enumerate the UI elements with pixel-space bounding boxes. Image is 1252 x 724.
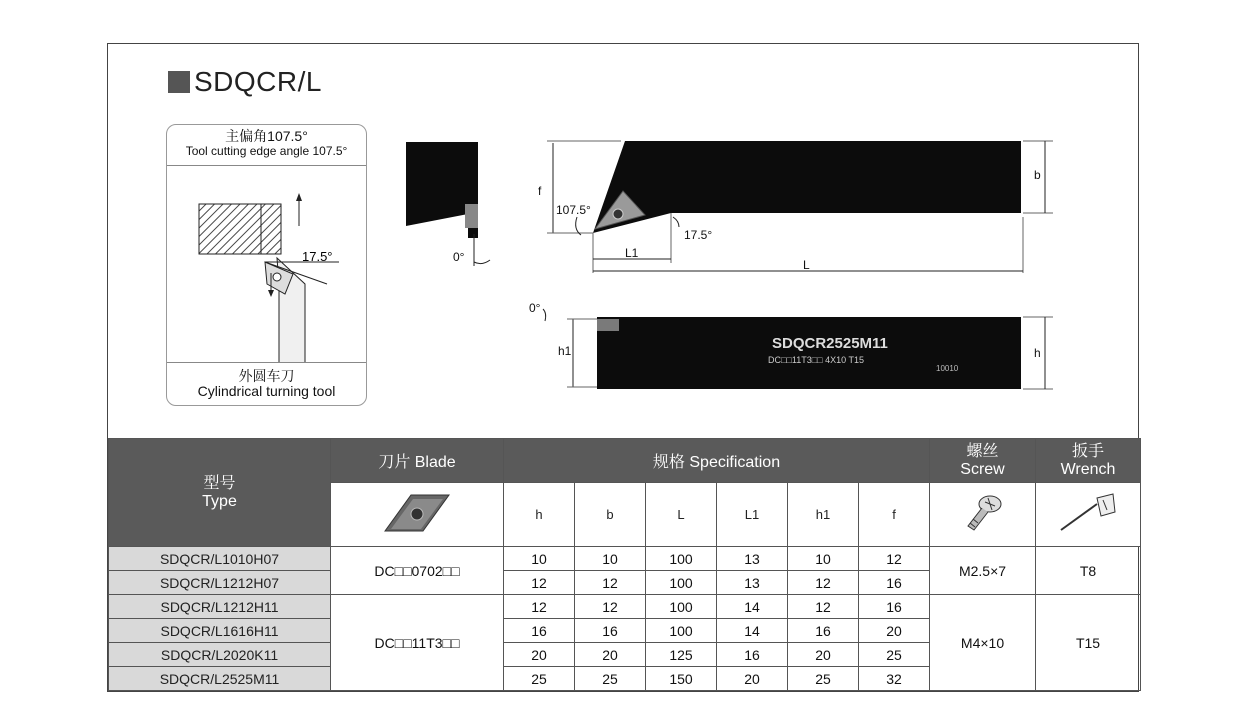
angle-label: 17.5° (302, 249, 333, 264)
wrench-header-en: Wrench (1060, 460, 1116, 478)
tool-type-en: Cylindrical turning tool (197, 383, 336, 399)
value-cell: 100 (646, 595, 717, 619)
table-row (109, 595, 1141, 619)
spec-header: 规格 Specification (504, 439, 930, 483)
value-cell: 16 (717, 643, 788, 667)
angle-caption-cn: 主偏角107.5° (225, 128, 308, 144)
wrench-cell: T15 (1036, 595, 1141, 691)
value-cell: 100 (646, 619, 717, 643)
shank-code: 10010 (936, 364, 959, 373)
shank-marking: SDQCR2525M11 (772, 335, 888, 352)
page-title: SDQCR/L (194, 66, 322, 97)
type-header (109, 439, 331, 547)
type-header-en: Type (202, 492, 237, 510)
insert-image-cell (331, 483, 504, 547)
value-cell: 12 (575, 595, 646, 619)
type-cell: SDQCR/L2020K11 (109, 643, 331, 667)
value-cell: 100 (646, 571, 717, 595)
col-h-header: h (504, 483, 575, 547)
value-cell: 16 (859, 595, 930, 619)
value-cell: 32 (859, 667, 930, 691)
angle-caption (167, 129, 366, 159)
value-cell: 16 (575, 619, 646, 643)
value-cell: 20 (504, 643, 575, 667)
card-divider (167, 362, 366, 363)
dim-f-label: f (538, 184, 542, 198)
wrench-header-cn: 扳手 (1072, 442, 1105, 460)
value-cell: 12 (788, 571, 859, 595)
wrench-cell: T8 (1036, 547, 1141, 595)
type-header-cn: 型号 (203, 474, 236, 492)
blade-cell: DC□□0702□□ (331, 547, 504, 595)
value-cell: 16 (859, 571, 930, 595)
screw-icon (960, 490, 1006, 536)
value-cell: 12 (788, 595, 859, 619)
value-cell: 125 (646, 643, 717, 667)
col-b-header: b (575, 483, 646, 547)
blade-cell: DC□□11T3□□ (331, 595, 504, 691)
dim-b-label: b (1034, 168, 1041, 182)
tool-type-caption (167, 369, 366, 399)
screw-cell: M2.5×7 (930, 547, 1036, 595)
title-marker (168, 71, 190, 93)
wrench-image-cell (1036, 483, 1141, 547)
value-cell: 16 (504, 619, 575, 643)
screw-image-cell (930, 483, 1036, 547)
angle-diagram (167, 166, 366, 362)
value-cell: 20 (859, 619, 930, 643)
table-row (109, 547, 1141, 571)
value-cell: 16 (788, 619, 859, 643)
screw-header (930, 439, 1036, 483)
dim-l-label: L (803, 258, 810, 272)
header-row (109, 439, 1141, 483)
shank-sub-marking: DC□□11T3□□ 4X10 T15 (768, 355, 864, 365)
value-cell: 14 (717, 619, 788, 643)
value-cell: 25 (575, 667, 646, 691)
col-l-header: L (646, 483, 717, 547)
col-f-header: f (859, 483, 930, 547)
col-h1-header: h1 (788, 483, 859, 547)
screw-header-en: Screw (960, 460, 1005, 478)
value-cell: 12 (859, 547, 930, 571)
value-cell: 13 (717, 547, 788, 571)
value-cell: 12 (504, 571, 575, 595)
value-cell: 20 (717, 667, 788, 691)
type-cell: SDQCR/L2525M11 (109, 667, 331, 691)
tool-type-cn: 外圆车刀 (238, 368, 295, 384)
insert-icon (377, 487, 457, 539)
wrench-icon (1053, 490, 1123, 536)
spec-table (108, 438, 1141, 691)
top-minor-angle-label: 17.5° (684, 228, 713, 242)
side-angle-label: 0° (529, 301, 541, 315)
type-cell: SDQCR/L1212H07 (109, 571, 331, 595)
blade-header: 刀片 Blade (331, 439, 504, 483)
value-cell: 100 (646, 547, 717, 571)
value-cell: 10 (788, 547, 859, 571)
wrench-header (1036, 439, 1141, 483)
value-cell: 25 (504, 667, 575, 691)
value-cell: 25 (859, 643, 930, 667)
angle-card (166, 124, 367, 406)
col-l1-header: L1 (717, 483, 788, 547)
top-view (533, 129, 1053, 279)
dim-h1-label: h1 (558, 344, 572, 358)
title-row (168, 66, 322, 98)
catalog-sheet (107, 43, 1139, 692)
value-cell: 13 (717, 571, 788, 595)
type-cell: SDQCR/L1010H07 (109, 547, 331, 571)
screw-cell: M4×10 (930, 595, 1036, 691)
dim-l1-label: L1 (625, 246, 639, 260)
value-cell: 10 (504, 547, 575, 571)
front-angle-label: 0° (453, 250, 465, 264)
angle-caption-en: Tool cutting edge angle 107.5° (185, 144, 348, 158)
dim-h-label: h (1034, 346, 1041, 360)
top-main-angle-label: 107.5° (556, 203, 591, 217)
value-cell: 12 (575, 571, 646, 595)
value-cell: 150 (646, 667, 717, 691)
type-cell: SDQCR/L1616H11 (109, 619, 331, 643)
type-cell: SDQCR/L1212H11 (109, 595, 331, 619)
value-cell: 12 (504, 595, 575, 619)
screw-header-cn: 螺丝 (966, 442, 999, 460)
value-cell: 14 (717, 595, 788, 619)
value-cell: 10 (575, 547, 646, 571)
value-cell: 20 (575, 643, 646, 667)
value-cell: 25 (788, 667, 859, 691)
value-cell: 20 (788, 643, 859, 667)
